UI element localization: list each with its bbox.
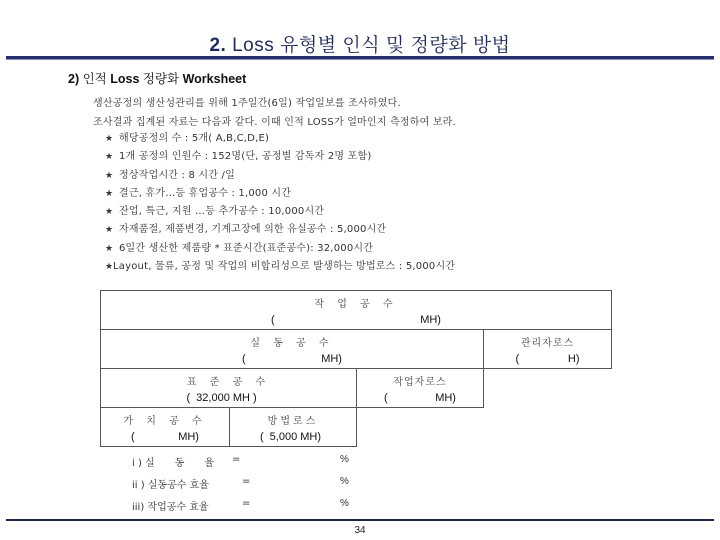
bullet-text: 잔업, 특근, 지원 …등 추가공수 : 10,000시간 bbox=[119, 206, 325, 218]
bullet-item bbox=[105, 203, 455, 221]
page-title bbox=[0, 30, 720, 57]
cell-label: 실 동 공 수 bbox=[250, 338, 334, 349]
star-icon: ★ bbox=[105, 170, 114, 181]
section-korean: 인적 bbox=[79, 72, 111, 86]
formula-operating-rate bbox=[132, 454, 362, 470]
cell-value[interactable]: ( MH) bbox=[384, 392, 456, 404]
bullet-item bbox=[105, 240, 455, 258]
cell-value[interactable]: ( H) bbox=[515, 353, 580, 365]
cell-value[interactable]: ( MH) bbox=[242, 353, 342, 365]
cell-actual-manhours bbox=[100, 329, 484, 369]
cell-work-manhours bbox=[100, 290, 612, 330]
cell-label: 표 준 공 수 bbox=[186, 377, 271, 388]
percent-sign: % bbox=[340, 476, 349, 487]
cell-label: 방법로스 bbox=[267, 416, 319, 427]
bullet-text: 1개 공정의 인원수 : 152명(단, 공정별 감독자 2명 포함) bbox=[119, 151, 372, 163]
section-number: 2) bbox=[68, 72, 80, 86]
bullet-text: 6일간 생산한 제품량 * 표준시간(표준공수): 32,000시간 bbox=[119, 242, 374, 254]
formula-label: ii ) 실동공수 효율 bbox=[132, 480, 209, 491]
bullet-item bbox=[105, 185, 455, 203]
cell-manager-loss bbox=[483, 329, 612, 369]
section-english: Loss bbox=[110, 72, 140, 86]
percent-sign: % bbox=[340, 454, 349, 465]
formula-label: iii) 작업공수 효율 bbox=[132, 502, 209, 513]
cell-value[interactable]: ( MH) bbox=[131, 431, 199, 443]
section-heading bbox=[68, 69, 246, 87]
cell-label: 가 치 공 수 bbox=[123, 416, 207, 427]
star-icon: ★ bbox=[105, 225, 114, 236]
star-icon: ★ bbox=[105, 207, 114, 218]
formula-label: i ) 실 동 율 bbox=[132, 458, 215, 469]
data-bullet-list bbox=[105, 130, 455, 276]
equals-sign: = bbox=[242, 498, 251, 509]
star-icon: ★ bbox=[105, 152, 114, 163]
bullet-text: Layout, 물류, 공정 및 작업의 비합리성으로 발생하는 방법로스 : 5,000시간 bbox=[113, 261, 456, 273]
cell-value[interactable]: ( 32,000 MH ) bbox=[186, 392, 257, 404]
star-icon: ★ bbox=[105, 243, 114, 254]
footer-divider bbox=[6, 519, 714, 521]
bullet-item bbox=[105, 258, 455, 276]
cell-value[interactable]: ( MH) bbox=[271, 314, 441, 326]
cell-value[interactable]: ( 5,000 MH) bbox=[260, 431, 322, 443]
bullet-item bbox=[105, 130, 455, 148]
cell-method-loss bbox=[229, 407, 357, 447]
cell-worker-loss bbox=[356, 368, 484, 408]
bullet-text: 해당공정의 수 : 5개( A,B,C,D,E) bbox=[119, 133, 270, 144]
cell-standard-manhours bbox=[100, 368, 357, 408]
star-icon: ★ bbox=[105, 262, 114, 273]
cell-label: 작 업 공 수 bbox=[314, 299, 398, 310]
intro-line-2: 조사결과 집계된 자료는 다음과 같다. 이때 인적 LOSS가 얼마인지 측정하여 보라. bbox=[93, 117, 456, 128]
page-number: 34 bbox=[354, 525, 366, 536]
title-number: 2. bbox=[209, 35, 227, 56]
bullet-item bbox=[105, 167, 455, 185]
star-icon: ★ bbox=[105, 188, 114, 199]
percent-sign: % bbox=[340, 498, 349, 509]
bullet-item bbox=[105, 148, 455, 166]
bullet-text: 자재품절, 제품변경, 기계고장에 의한 유실공수 : 5,000시간 bbox=[119, 224, 387, 236]
bullet-item bbox=[105, 221, 455, 239]
header-divider bbox=[6, 56, 714, 60]
cell-value-manhours bbox=[100, 407, 230, 447]
equals-sign: = bbox=[242, 476, 251, 487]
cell-label: 관리자로스 bbox=[520, 338, 575, 349]
cell-label: 작업자로스 bbox=[393, 377, 447, 388]
section-english-2: Worksheet bbox=[182, 72, 247, 86]
intro-line-1: 생산공정의 생산성관리를 위해 1주일간(6일) 작업일보를 조사하였다. bbox=[93, 98, 401, 109]
formula-actual-manhour-efficiency bbox=[132, 476, 362, 492]
bullet-text: 결근, 휴가…등 휴업공수 : 1,000 시간 bbox=[119, 187, 292, 199]
section-korean-2: 정량화 bbox=[139, 72, 183, 86]
bullet-text: 정상작업시간 : 8 시간 /일 bbox=[119, 169, 235, 181]
star-icon: ★ bbox=[105, 134, 114, 144]
equals-sign: = bbox=[232, 454, 241, 465]
title-text: Loss 유형별 인식 및 정량화 방법 bbox=[226, 35, 511, 56]
formula-work-manhour-efficiency bbox=[132, 498, 362, 514]
